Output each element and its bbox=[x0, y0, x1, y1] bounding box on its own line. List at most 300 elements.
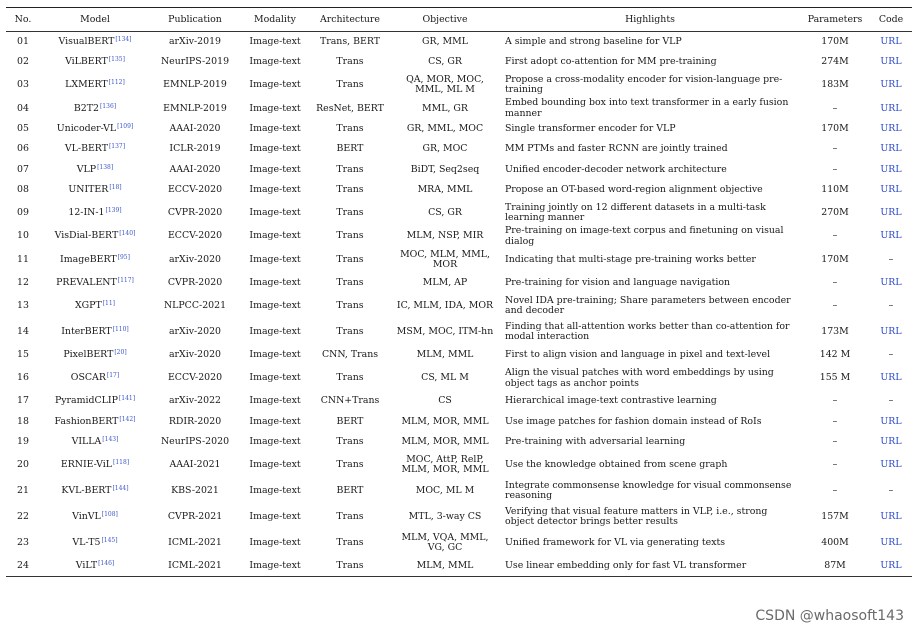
table-row bbox=[6, 273, 912, 293]
cell-no: 15 bbox=[17, 349, 29, 361]
cell-architecture: Trans bbox=[336, 253, 364, 265]
cell-highlights: Use image patches for fashion domain instead of RoIs bbox=[505, 415, 762, 427]
cell-model bbox=[40, 32, 150, 53]
cell-no: 11 bbox=[17, 253, 29, 265]
cell-objective: MLM, NSP, MIR bbox=[406, 230, 484, 242]
model-ref[interactable]: [20] bbox=[114, 349, 127, 357]
header-parameters: Parameters bbox=[800, 10, 870, 32]
cell-publication: EMNLP-2019 bbox=[163, 79, 227, 91]
code-link[interactable]: URL bbox=[880, 56, 902, 68]
table-row bbox=[6, 478, 912, 504]
cell-parameters: 400M bbox=[821, 536, 849, 548]
cell-no: 01 bbox=[17, 35, 29, 47]
cell-highlights: Pre-training for vision and language navigation bbox=[505, 277, 731, 289]
cell-highlights: First to align vision and language in pixel and text-level bbox=[505, 349, 771, 361]
code-link[interactable]: URL bbox=[880, 206, 902, 218]
cell-highlights: Use linear embedding only for fast VL transformer bbox=[500, 556, 800, 577]
cell-architecture: Trans bbox=[336, 56, 364, 68]
table-row bbox=[6, 366, 912, 392]
table-row bbox=[6, 247, 912, 273]
header-no: No. bbox=[6, 10, 40, 32]
cell-model bbox=[40, 119, 150, 139]
cell-parameters: – bbox=[832, 415, 838, 427]
cell-highlights: Embed bounding box into text transformer in a early fusion manner bbox=[505, 98, 789, 119]
model-name: KVL-BERT bbox=[61, 484, 112, 496]
cell-highlights: Unified encoder-decoder network architecture bbox=[505, 163, 727, 175]
cell-publication: RDIR-2020 bbox=[168, 415, 222, 427]
cell-model bbox=[40, 72, 150, 98]
cell-architecture: CNN+Trans bbox=[320, 395, 380, 407]
cell-publication: arXiv-2020 bbox=[168, 349, 222, 361]
cell-highlights: Training jointly on 12 different datasets in a multi-task learning manner bbox=[505, 201, 766, 224]
cell-modality: Image-text bbox=[249, 230, 301, 242]
cell-parameters: 110M bbox=[821, 183, 849, 195]
model-ref[interactable]: [11] bbox=[102, 300, 116, 308]
cell-architecture: Trans bbox=[336, 79, 364, 91]
cell-modality: Image-text bbox=[249, 536, 301, 548]
cell-highlights: Propose a cross-modality encoder for vision-language pre-training bbox=[505, 73, 783, 96]
model-name: LXMERT bbox=[65, 79, 108, 91]
cell-model bbox=[40, 273, 150, 293]
cell-architecture: Trans bbox=[336, 300, 364, 312]
cell-model bbox=[40, 345, 150, 365]
cell-objective: MLM, AP bbox=[422, 277, 468, 289]
cell-parameters: 274M bbox=[821, 56, 849, 68]
table-row bbox=[6, 530, 912, 556]
cell-highlights: MM PTMs and faster RCNN are jointly trained bbox=[505, 143, 728, 155]
cell-parameters: 157M bbox=[821, 510, 849, 522]
cell-no: 14 bbox=[17, 326, 29, 338]
code-link[interactable]: URL bbox=[880, 435, 902, 447]
model-ref[interactable]: [117] bbox=[117, 277, 134, 285]
header-objective: Objective bbox=[390, 10, 500, 32]
model-ref[interactable]: [110] bbox=[112, 326, 129, 334]
cell-objective: MLM, VQA, MML, VG, GC bbox=[401, 531, 489, 554]
code-link[interactable]: URL bbox=[880, 102, 902, 114]
model-ref[interactable]: [137] bbox=[108, 143, 126, 151]
cell-modality: Image-text bbox=[249, 79, 301, 91]
model-ref[interactable]: [139] bbox=[105, 206, 122, 214]
cell-publication: KBS-2021 bbox=[171, 484, 219, 496]
cell-model bbox=[40, 52, 150, 72]
cell-modality: Image-text bbox=[249, 484, 301, 496]
cell-code: – bbox=[888, 484, 894, 496]
table-row bbox=[6, 180, 912, 200]
code-link[interactable]: URL bbox=[880, 536, 902, 548]
code-link[interactable]: URL bbox=[880, 458, 902, 470]
cell-modality: Image-text bbox=[249, 372, 301, 384]
model-ref[interactable]: [135] bbox=[108, 56, 125, 64]
cell-parameters: 170M bbox=[821, 253, 849, 265]
cell-architecture: Trans bbox=[336, 326, 364, 338]
model-name: ERNIE-ViL bbox=[60, 458, 112, 470]
cell-publication: NLPCC-2021 bbox=[163, 300, 227, 312]
model-ref[interactable]: [140] bbox=[119, 230, 136, 238]
code-link[interactable]: URL bbox=[880, 79, 902, 91]
cell-parameters: 270M bbox=[821, 206, 849, 218]
cell-parameters: – bbox=[832, 300, 838, 312]
header-model: Model bbox=[40, 10, 150, 32]
cell-no: 21 bbox=[17, 484, 29, 496]
model-ref[interactable]: [112] bbox=[108, 79, 125, 87]
cell-modality: Image-text bbox=[249, 56, 301, 68]
cell-publication: ECCV-2020 bbox=[167, 372, 223, 384]
cell-highlights: Propose an OT-based word-region alignment objective bbox=[505, 183, 763, 195]
cell-highlights: First adopt co-attention for MM pre-training bbox=[505, 56, 717, 68]
cell-publication: ICML-2021 bbox=[150, 556, 240, 577]
cell-highlights: Hierarchical image-text contrastive learning bbox=[505, 395, 717, 407]
model-ref[interactable]: [118] bbox=[113, 458, 130, 466]
code-link[interactable]: URL bbox=[880, 183, 902, 195]
cell-publication: ICLR-2019 bbox=[169, 143, 221, 155]
cell-highlights: Novel IDA pre-training; Share parameters between encoder and decoder bbox=[505, 294, 791, 317]
cell-model bbox=[40, 478, 150, 504]
cell-parameters: 183M bbox=[821, 79, 849, 91]
table-row bbox=[6, 52, 912, 72]
code-link[interactable]: URL bbox=[880, 372, 902, 384]
model-name: VILLA bbox=[71, 435, 102, 447]
cell-parameters: 155 M bbox=[819, 372, 851, 384]
cell-no: 10 bbox=[17, 230, 29, 242]
cell-modality: Image-text bbox=[249, 206, 301, 218]
cell-model bbox=[40, 247, 150, 273]
cell-parameters: – bbox=[832, 163, 838, 175]
cell-architecture: Trans bbox=[336, 183, 364, 195]
table-row bbox=[6, 160, 912, 180]
model-ref[interactable]: [136] bbox=[99, 102, 117, 110]
table-header-row bbox=[6, 10, 912, 32]
model-name: ImageBERT bbox=[60, 253, 117, 265]
cell-highlights: Pre-training with adversarial learning bbox=[505, 435, 686, 447]
cell-modality: Image-text bbox=[249, 458, 301, 470]
model-ref[interactable]: [18] bbox=[109, 183, 122, 191]
model-name: VLP bbox=[76, 163, 97, 175]
table-row bbox=[6, 119, 912, 139]
model-ref[interactable]: [141] bbox=[118, 395, 136, 403]
model-name: PixelBERT bbox=[63, 349, 114, 361]
model-ref[interactable]: [144] bbox=[112, 484, 129, 492]
cell-model bbox=[40, 319, 150, 345]
table-row bbox=[6, 140, 912, 160]
code-link[interactable]: URL bbox=[880, 277, 902, 289]
cell-no: 17 bbox=[17, 395, 29, 407]
cell-architecture: Trans bbox=[336, 458, 364, 470]
cell-publication: AAAI-2020 bbox=[169, 123, 221, 135]
table-body bbox=[6, 32, 912, 577]
model-ref[interactable]: [142] bbox=[119, 415, 136, 423]
cell-objective: IC, MLM, IDA, MOR bbox=[396, 300, 494, 312]
cell-model bbox=[40, 366, 150, 392]
code-link[interactable]: URL bbox=[880, 415, 902, 427]
code-link[interactable]: URL bbox=[880, 123, 902, 135]
model-name: B2T2 bbox=[73, 102, 99, 114]
model-ref[interactable]: [146] bbox=[98, 560, 115, 568]
cell-publication: NeurIPS-2020 bbox=[160, 435, 230, 447]
cell-parameters: – bbox=[832, 484, 838, 496]
cell-publication: CVPR-2020 bbox=[167, 277, 223, 289]
cell-model bbox=[40, 504, 150, 530]
cell-no: 18 bbox=[17, 415, 29, 427]
code-link[interactable]: URL bbox=[880, 326, 902, 338]
table-row bbox=[6, 452, 912, 478]
cell-code: – bbox=[888, 349, 894, 361]
cell-architecture: Trans bbox=[336, 123, 364, 135]
cell-code: – bbox=[888, 253, 894, 265]
cell-modality: Image-text bbox=[249, 123, 301, 135]
cell-parameters: – bbox=[832, 435, 838, 447]
cell-objective: GR, MOC bbox=[422, 143, 468, 155]
cell-modality: Image-text bbox=[249, 143, 301, 155]
cell-model bbox=[40, 452, 150, 478]
table-row bbox=[6, 504, 912, 530]
watermark-text: CSDN @whaosoft143 bbox=[755, 608, 904, 624]
cell-architecture: BERT bbox=[336, 415, 364, 427]
cell-publication: ICML-2021 bbox=[168, 536, 222, 548]
code-link[interactable]: URL bbox=[880, 510, 902, 522]
table-row bbox=[6, 72, 912, 98]
cell-architecture: Trans bbox=[336, 435, 364, 447]
table-row bbox=[6, 226, 912, 247]
cell-model bbox=[40, 180, 150, 200]
table-row bbox=[6, 319, 912, 345]
cell-modality: Image-text bbox=[249, 326, 301, 338]
cell-modality: Image-text bbox=[240, 556, 310, 577]
cell-modality: Image-text bbox=[249, 253, 301, 265]
cell-architecture: ResNet, BERT bbox=[316, 102, 384, 114]
cell-no: 20 bbox=[17, 458, 29, 470]
cell-no: 19 bbox=[17, 435, 29, 447]
cell-objective: CS, GR bbox=[428, 56, 462, 68]
cell-no: 02 bbox=[17, 56, 29, 68]
cell-no: 22 bbox=[17, 510, 29, 522]
cell-model bbox=[40, 530, 150, 556]
cell-modality: Image-text bbox=[249, 277, 301, 289]
cell-publication: CVPR-2020 bbox=[167, 206, 223, 218]
cell-architecture: Trans, BERT bbox=[319, 35, 380, 47]
cell-modality: Image-text bbox=[249, 102, 301, 114]
model-ref[interactable]: [134] bbox=[115, 35, 132, 43]
header-publication: Publication bbox=[150, 10, 240, 32]
cell-objective: MLM, MML bbox=[416, 349, 474, 361]
cell-publication: arXiv-2019 bbox=[168, 35, 222, 47]
table-row bbox=[6, 200, 912, 226]
cell-parameters: 170M bbox=[821, 35, 849, 47]
cell-objective: QA, MOR, MOC, MML, ML M bbox=[406, 73, 484, 96]
cell-architecture: Trans bbox=[336, 163, 364, 175]
model-name: VinVL bbox=[72, 510, 101, 522]
cell-modality: Image-text bbox=[249, 510, 301, 522]
cell-modality: Image-text bbox=[249, 415, 301, 427]
cell-no: 06 bbox=[17, 143, 29, 155]
cell-model bbox=[40, 160, 150, 180]
cell-parameters: 170M bbox=[821, 123, 849, 135]
model-name: VisDial-BERT bbox=[54, 230, 119, 242]
cell-objective: MOC, ML M bbox=[415, 484, 475, 496]
cell-highlights: Align the visual patches with word embeddings by using object tags as anchor points bbox=[505, 367, 774, 389]
cell-architecture: Trans bbox=[336, 510, 364, 522]
cell-no: 16 bbox=[17, 372, 29, 384]
cell-highlights: Integrate commonsense knowledge for visual commonsense reasoning bbox=[505, 479, 792, 502]
header-architecture: Architecture bbox=[310, 10, 390, 32]
cell-architecture: BERT bbox=[336, 484, 364, 496]
cell-objective: CS, ML M bbox=[421, 372, 469, 384]
cell-no: 24 bbox=[6, 556, 40, 577]
cell-modality: Image-text bbox=[249, 300, 301, 312]
cell-objective: MLM, MOR, MML bbox=[401, 415, 489, 427]
model-ref[interactable]: [109] bbox=[117, 123, 134, 131]
code-link[interactable]: URL bbox=[880, 143, 902, 155]
cell-architecture: CNN, Trans bbox=[321, 349, 379, 361]
cell-parameters: 173M bbox=[821, 326, 849, 338]
cell-no: 08 bbox=[17, 183, 29, 195]
cell-modality: Image-text bbox=[249, 163, 301, 175]
cell-highlights: Single transformer encoder for VLP bbox=[505, 123, 676, 135]
code-link[interactable]: URL bbox=[880, 230, 902, 242]
cell-objective: BiDT, Seq2seq bbox=[410, 163, 480, 175]
code-link[interactable]: URL bbox=[880, 35, 902, 47]
cell-parameters: 142 M bbox=[819, 349, 851, 361]
cell-model bbox=[40, 392, 150, 412]
cell-publication: ECCV-2020 bbox=[167, 230, 223, 242]
cell-model bbox=[40, 140, 150, 160]
model-name: OSCAR bbox=[70, 372, 106, 384]
cell-model bbox=[40, 98, 150, 119]
cell-highlights: Indicating that multi-stage pre-training works better bbox=[505, 253, 756, 265]
table-row bbox=[6, 293, 912, 319]
cell-modality: Image-text bbox=[249, 395, 301, 407]
cell-architecture: Trans bbox=[336, 536, 364, 548]
model-ref[interactable]: [108] bbox=[101, 510, 118, 518]
cell-objective: CS, GR bbox=[428, 206, 462, 218]
cell-model bbox=[40, 432, 150, 452]
cell-publication: AAAI-2020 bbox=[169, 163, 221, 175]
cell-model bbox=[40, 412, 150, 432]
cell-no: 05 bbox=[17, 123, 29, 135]
model-name: VisualBERT bbox=[58, 35, 115, 47]
cell-objective: MSM, MOC, ITM-hn bbox=[396, 326, 494, 338]
cell-code: – bbox=[888, 300, 894, 312]
cell-highlights: Finding that all-attention works better than co-attention for modal interaction bbox=[505, 320, 790, 343]
cell-publication: arXiv-2022 bbox=[168, 395, 222, 407]
cell-no: 12 bbox=[17, 277, 29, 289]
cell-highlights: Verifying that visual feature matters in VLP, i.e., strong object detector brings better results bbox=[505, 505, 768, 528]
model-name: XGPT bbox=[74, 300, 102, 312]
cell-model bbox=[40, 200, 150, 226]
code-link[interactable]: URL bbox=[870, 556, 912, 577]
model-name: ViLBERT bbox=[65, 56, 108, 68]
header-code: Code bbox=[870, 10, 912, 32]
cell-parameters: – bbox=[832, 230, 838, 242]
cell-model bbox=[40, 226, 150, 247]
model-ref[interactable]: [143] bbox=[102, 435, 119, 443]
cell-publication: EMNLP-2019 bbox=[163, 102, 227, 114]
header-modality: Modality bbox=[240, 10, 310, 32]
cell-model bbox=[40, 556, 150, 577]
code-link[interactable]: URL bbox=[880, 163, 902, 175]
cell-parameters: – bbox=[832, 102, 838, 114]
table-row bbox=[6, 392, 912, 412]
model-ref[interactable]: [138] bbox=[97, 163, 114, 171]
cell-objective: CS bbox=[438, 395, 452, 407]
model-name: Unicoder-VL bbox=[56, 123, 117, 135]
cell-no: 13 bbox=[17, 300, 29, 312]
cell-objective: MOC, AttP, RelP, MLM, MOR, MML bbox=[401, 453, 489, 476]
cell-modality: Image-text bbox=[249, 435, 301, 447]
header-highlights: Highlights bbox=[500, 10, 800, 32]
cell-highlights: Unified framework for VL via generating texts bbox=[505, 536, 726, 548]
cell-objective: MOC, MLM, MML, MOR bbox=[400, 248, 490, 271]
cell-publication: CVPR-2021 bbox=[167, 510, 223, 522]
model-ref[interactable]: [17] bbox=[106, 372, 120, 380]
model-name: FashionBERT bbox=[54, 415, 119, 427]
cell-modality: Image-text bbox=[249, 349, 301, 361]
vlp-models-table bbox=[6, 10, 912, 577]
model-name: VL-T5 bbox=[72, 536, 101, 548]
table-top-rule bbox=[6, 7, 912, 8]
cell-parameters: 87M bbox=[800, 556, 870, 577]
cell-architecture: Trans bbox=[336, 372, 364, 384]
cell-no: 04 bbox=[17, 102, 29, 114]
model-ref[interactable]: [95] bbox=[117, 253, 130, 261]
cell-publication: AAAI-2021 bbox=[169, 458, 221, 470]
table-row bbox=[6, 32, 912, 53]
cell-modality: Image-text bbox=[249, 35, 301, 47]
cell-parameters: – bbox=[832, 277, 838, 289]
cell-architecture: Trans bbox=[336, 277, 364, 289]
model-name: PREVALENT bbox=[56, 277, 117, 289]
table-row bbox=[6, 556, 912, 577]
model-name: UNITER bbox=[68, 183, 109, 195]
cell-architecture: Trans bbox=[336, 230, 364, 242]
model-ref[interactable]: [145] bbox=[101, 536, 118, 544]
cell-parameters: – bbox=[832, 143, 838, 155]
cell-modality: Image-text bbox=[249, 183, 301, 195]
table-row bbox=[6, 412, 912, 432]
cell-publication: NeurIPS-2019 bbox=[160, 56, 230, 68]
cell-architecture: BERT bbox=[336, 143, 364, 155]
cell-architecture: Trans bbox=[336, 206, 364, 218]
cell-highlights: Pre-training on image-text corpus and finetuning on visual dialog bbox=[505, 226, 784, 247]
cell-objective: MML, GR bbox=[422, 102, 468, 114]
table-row bbox=[6, 432, 912, 452]
cell-objective: MLM, MOR, MML bbox=[401, 435, 489, 447]
cell-no: 23 bbox=[17, 536, 29, 548]
cell-publication: ECCV-2020 bbox=[167, 183, 223, 195]
cell-architecture: Trans bbox=[310, 556, 390, 577]
cell-objective: GR, MML, MOC bbox=[406, 123, 484, 135]
cell-no: 09 bbox=[17, 206, 29, 218]
cell-parameters: – bbox=[832, 395, 838, 407]
model-name: VL-BERT bbox=[64, 143, 108, 155]
cell-highlights: Use the knowledge obtained from scene graph bbox=[505, 458, 728, 470]
model-name: PyramidCLIP bbox=[54, 395, 118, 407]
model-name: InterBERT bbox=[61, 326, 112, 338]
cell-model bbox=[40, 293, 150, 319]
model-name: 12-IN-1 bbox=[68, 206, 105, 218]
cell-objective: MTL, 3-way CS bbox=[408, 510, 482, 522]
cell-parameters: – bbox=[832, 458, 838, 470]
cell-no: 03 bbox=[17, 79, 29, 91]
cell-publication: arXiv-2020 bbox=[168, 326, 222, 338]
cell-code: – bbox=[888, 395, 894, 407]
table-row bbox=[6, 98, 912, 119]
cell-no: 07 bbox=[17, 163, 29, 175]
table-row bbox=[6, 345, 912, 365]
cell-objective: GR, MML bbox=[422, 35, 468, 47]
model-name: ViLT bbox=[75, 560, 98, 572]
cell-objective: MRA, MML bbox=[417, 183, 473, 195]
cell-highlights: A simple and strong baseline for VLP bbox=[505, 35, 682, 47]
